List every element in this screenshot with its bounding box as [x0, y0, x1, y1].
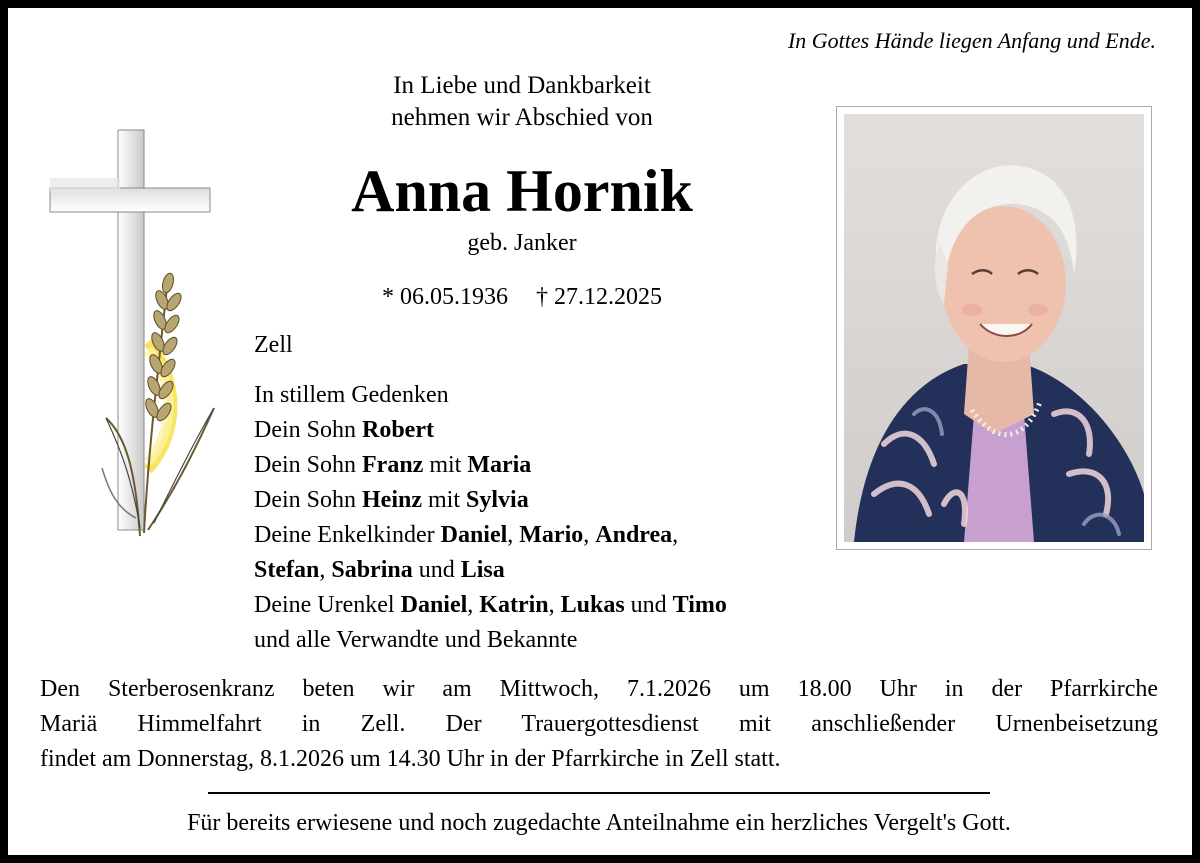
- cross-with-wheat-icon: [36, 118, 256, 553]
- family-member-name: Daniel: [400, 592, 468, 618]
- family-text: Dein Sohn: [254, 417, 362, 443]
- family-line: [254, 623, 844, 658]
- family-member-name: Heinz: [362, 487, 422, 513]
- death-date: † 27.12.2025: [536, 284, 662, 310]
- family-line: [254, 413, 844, 448]
- family-member-name: Franz: [362, 452, 424, 478]
- family-line: [254, 448, 844, 483]
- family-intro: In stillem Gedenken: [254, 382, 449, 408]
- birth-name: geb. Janker: [467, 230, 577, 256]
- family-text: und: [412, 557, 461, 583]
- intro-line-1: In Liebe und Dankbarkeit: [393, 72, 651, 99]
- family-text: ,: [672, 522, 679, 548]
- birth-date: * 06.05.1936: [382, 284, 508, 310]
- portrait-photo: [844, 114, 1144, 542]
- thanks-text: Für bereits erwiesene und noch zugedachte Anteilnahme ein herzliches Vergelt's Gott.: [187, 810, 1011, 836]
- family-text: und: [624, 592, 673, 618]
- family-member-name: Daniel: [440, 522, 508, 548]
- family-line: [254, 553, 844, 588]
- family-lines: [254, 413, 844, 658]
- family-member-name: Robert: [362, 417, 434, 443]
- family-member-name: Maria: [467, 452, 532, 478]
- family-text: ,: [507, 522, 520, 548]
- family-member-name: Lisa: [460, 557, 505, 583]
- cross-with-wheat-icon: [36, 118, 256, 548]
- family-member-name: Sylvia: [466, 487, 529, 513]
- family-text: mit: [422, 487, 467, 513]
- place-name: Zell: [254, 332, 293, 358]
- family-text: Deine Enkelkinder: [254, 522, 441, 548]
- motto: In Gottes Hände liegen Anfang und Ende.: [787, 28, 1156, 53]
- family-line: [254, 518, 844, 553]
- family-text: ,: [583, 522, 596, 548]
- service-info: [40, 672, 1158, 777]
- family-line: [254, 483, 844, 518]
- family-list: [254, 378, 844, 658]
- family-text: ,: [548, 592, 561, 618]
- family-text: Dein Sohn: [254, 487, 362, 513]
- family-text: ,: [319, 557, 332, 583]
- family-member-name: Mario: [519, 522, 584, 548]
- family-member-name: Katrin: [479, 592, 549, 618]
- life-dates: [302, 282, 742, 312]
- family-text: Dein Sohn: [254, 452, 362, 478]
- service-line-1: Den Sterberosenkranz beten wir am Mittwoch, 7.1.2026 um 18.00 Uhr in der Pfarrkirche: [40, 676, 1158, 702]
- family-line: [254, 588, 844, 623]
- family-member-name: Sabrina: [331, 557, 413, 583]
- family-text: ,: [467, 592, 480, 618]
- service-line-3: findet am Donnerstag, 8.1.2026 um 14.30 Uhr in der Pfarrkirche in Zell statt.: [40, 746, 781, 772]
- family-member-name: Timo: [672, 592, 727, 618]
- divider-line: [208, 792, 990, 794]
- family-text: Deine Urenkel: [254, 592, 401, 618]
- family-member-name: Stefan: [254, 557, 320, 583]
- deceased-name: Anna Hornik: [351, 158, 693, 224]
- portrait-photo: [836, 106, 1152, 550]
- service-line-2: Mariä Himmelfahrt in Zell. Der Trauergottesdienst mit anschließender Urnenbeisetzung: [40, 711, 1158, 737]
- intro-line-2: nehmen wir Abschied von: [391, 104, 653, 131]
- intro-text: [302, 70, 742, 134]
- family-text: mit: [423, 452, 468, 478]
- family-member-name: Lukas: [560, 592, 625, 618]
- family-text: und alle Verwandte und Bekannte: [254, 627, 578, 653]
- family-member-name: Andrea: [595, 522, 673, 548]
